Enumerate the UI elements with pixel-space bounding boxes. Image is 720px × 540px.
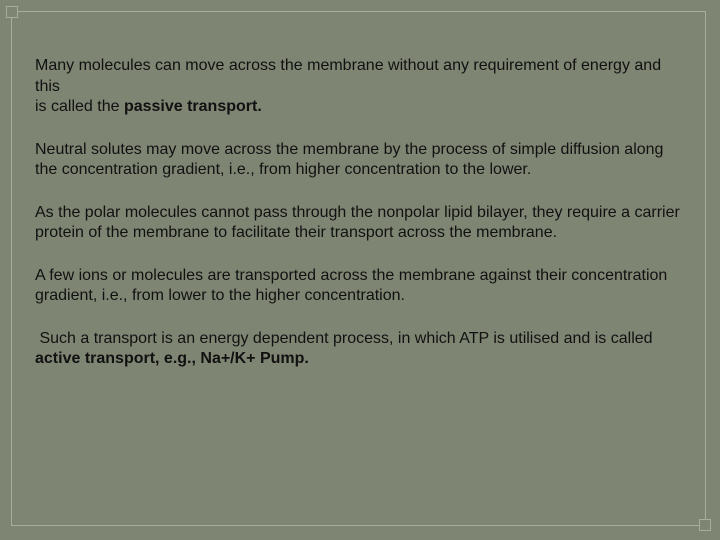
paragraph-3-text: As the polar molecules cannot pass through the nonpolar lipid bilayer, they require a carrier protein of the membrane to facilitate their transport across the membrane. (35, 203, 680, 241)
paragraph-active-transport (35, 329, 685, 370)
paragraph-2-text: Neutral solutes may move across the membrane by the process of simple diffusion along the concentration gradient, i.e., from higher concentration to the lower. (35, 140, 664, 178)
paragraph-against-gradient (35, 266, 685, 307)
paragraph-1-line-2-prefix: is called the (35, 98, 124, 115)
paragraph-4-text: A few ions or molecules are transported across the membrane against their concentration gradient, i.e., from lower to the higher concentration. (35, 266, 668, 304)
paragraph-1-line-1: Many molecules can move across the membrane without any requirement of energy and this (35, 57, 662, 95)
slide-text-body (35, 56, 685, 370)
paragraph-simple-diffusion (35, 140, 685, 181)
active-transport-term: active transport, e.g., Na+/K+ Pump. (35, 350, 309, 367)
paragraph-passive-transport (35, 56, 685, 118)
paragraph-5-prefix: Such a transport is an energy dependent process, in which ATP is utilised and is called (35, 329, 657, 347)
paragraph-carrier-protein (35, 203, 685, 244)
passive-transport-term: passive transport. (123, 98, 262, 115)
